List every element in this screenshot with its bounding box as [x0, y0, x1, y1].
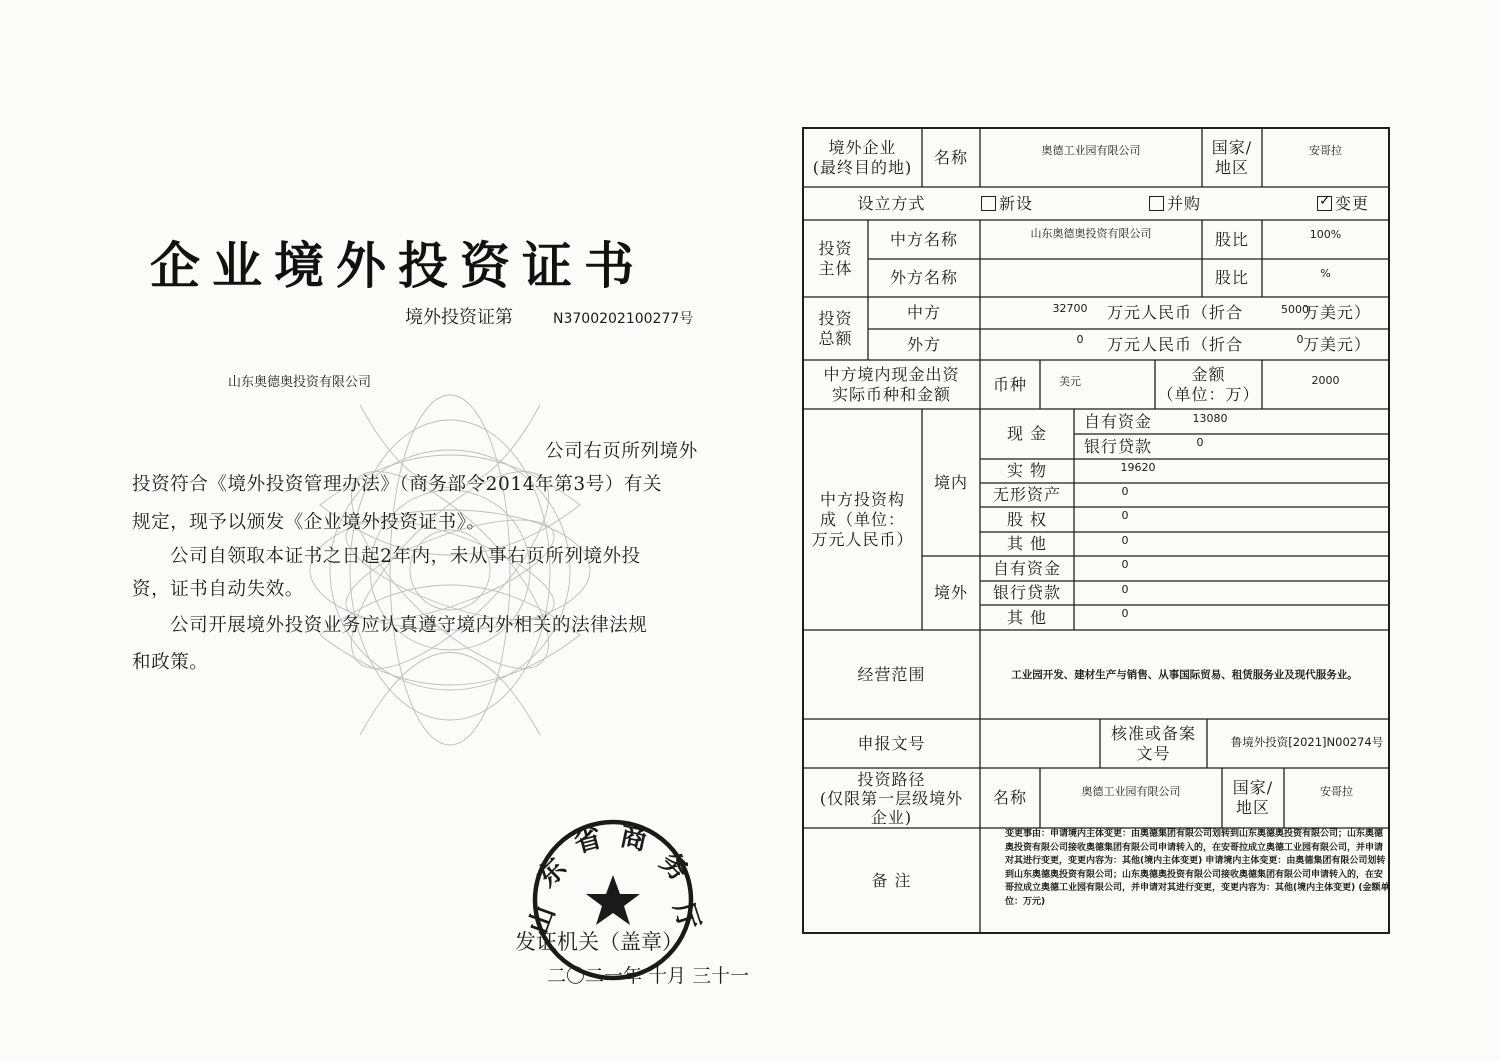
country-label: 国家/ 地区 [1211, 137, 1253, 177]
overseas-label: 境外 [933, 583, 968, 602]
foreign-investor-name [980, 259, 1202, 297]
overseas-bank-loan-label: 银行贷款 [992, 583, 1061, 602]
other-value: 0 [1121, 534, 1129, 547]
usd-unit-label: 万美元） [1303, 303, 1372, 322]
other-label: 其 他 [1006, 534, 1048, 553]
setup-option-new-label: 新设 [998, 193, 1033, 213]
company-name: 山东奥德奥投资有限公司 [228, 375, 372, 390]
remarks-label: 备 注 [871, 870, 912, 890]
physical-label: 实 物 [1006, 461, 1048, 480]
svg-text:省: 省 [570, 822, 605, 860]
approval-number-value: 鲁境外投资[2021]N00274号 [1230, 735, 1384, 749]
cash-label: 现 金 [1006, 424, 1048, 443]
setup-method-label: 设立方式 [857, 193, 926, 213]
country-value: 安哥拉 [1309, 144, 1342, 157]
path-country-label: 国家/ 地区 [1232, 778, 1274, 817]
remarks-value: 变更事由：申请境内主体变更：由奥德集团有限公司划转到山东奥德奥投资有限公司；山东奥德奥投资有限公司接收奥德集团有限公司申请转入的，在安哥拉成立奥德工业园有限公司，并申请对其进行变更，变更内容为：其他(境内主体变更) 申请境内主体变更：由奥德集团有限公司划转到山东奥德奥投资有限公司；山东奥德奥投资有限公司接收奥德集团有限公司申请转入的，在安哥拉成立奥德工业园有限公司，并申请对其进行变更，变更内容为：其他(境内主体变更) (金额单位：万元) [1005, 829, 1390, 907]
overseas-other-label: 其 他 [1006, 607, 1048, 627]
approval-number-label: 核准或备案 文号 [1110, 723, 1196, 763]
setup-option-change [1308, 187, 1378, 220]
paragraph-line: 公司开展境外投资业务应认真遵守境内外相关的法律法规 [170, 615, 648, 636]
overseas-enterprise-label: 境外企业 (最终目的地) [812, 137, 913, 177]
amount-value: 2000 [1311, 374, 1340, 387]
setup-option-merger-label: 并购 [1166, 193, 1201, 213]
paragraph-line: 投资符合《境外投资管理办法》（商务部令2014年第3号）有关 [132, 474, 663, 495]
currency-value: 美元 [1059, 375, 1081, 388]
business-scope-value: 工业园开发、建材生产与销售、从事国际贸易、租赁服务业及现代服务业。 [1011, 668, 1358, 681]
svg-text:务: 务 [653, 846, 695, 888]
enterprise-name: 奥德工业园有限公司 [1041, 144, 1141, 157]
domestic-label: 境内 [933, 472, 968, 492]
usd-unit-label: 万美元） [1303, 334, 1372, 354]
paragraph-line: 和政策。 [132, 652, 209, 673]
issue-date: 二〇二一年 十月 三十一 [547, 965, 750, 987]
svg-text:商: 商 [617, 820, 651, 857]
domestic-own-funds-value: 13080 [1192, 412, 1228, 425]
report-number-label: 申报文号 [857, 733, 926, 753]
overseas-own-funds-label: 自有资金 [992, 558, 1061, 578]
foreign-side-label: 外方 [906, 334, 941, 354]
intangible-label: 无形资产 [992, 485, 1061, 504]
chinese-name-label: 中方名称 [889, 229, 958, 249]
paragraph-line: 公司右页所列境外 [545, 441, 698, 462]
svg-text:东: 东 [531, 852, 573, 894]
currency-label: 币种 [992, 374, 1027, 394]
issuing-authority: 发证机关（盖章） [515, 930, 683, 954]
path-name-value: 奥德工业园有限公司 [1081, 785, 1181, 798]
path-country-value: 安哥拉 [1320, 785, 1353, 798]
investment-composition-label: 中方投资构 成（单位： 万元人民币） [811, 489, 914, 549]
foreign-name-label: 外方名称 [889, 268, 958, 287]
share-label: 股比 [1214, 229, 1249, 249]
domestic-bank-loan-label: 银行贷款 [1083, 436, 1152, 456]
domestic-own-funds-label: 自有资金 [1083, 411, 1152, 431]
path-name-label: 名称 [992, 788, 1027, 807]
rmb-unit-label: 万元人民币（折合 [1106, 303, 1243, 322]
setup-option-new [972, 187, 1042, 220]
certificate-number-label: 境外投资证第 [405, 307, 513, 328]
investor-label: 投资 主体 [818, 238, 853, 278]
report-number-value [980, 719, 1100, 768]
intangible-value: 0 [1121, 485, 1129, 498]
domestic-bank-loan-value: 0 [1196, 436, 1204, 449]
share-label: 股比 [1214, 268, 1249, 287]
overseas-own-funds-value: 0 [1121, 558, 1129, 571]
paragraph-line: 规定，现予以颁发《企业境外投资证书》。 [132, 512, 486, 533]
chinese-side-label: 中方 [906, 303, 941, 322]
paragraph-line: 资，证书自动失效。 [132, 579, 304, 600]
foreign-rmb-amount: 0 [1076, 333, 1084, 346]
total-investment-label: 投资 总额 [818, 308, 853, 348]
investment-path-label: 投资路径 (仅限第一层级境外 企业) [819, 769, 964, 827]
chinese-usd-amount: 5000 [1281, 303, 1309, 316]
checkbox-new-icon [981, 196, 996, 211]
certificate-number: N3700202100277号 [553, 311, 694, 327]
foreign-share: % [1320, 267, 1331, 280]
business-scope-label: 经营范围 [857, 664, 926, 684]
physical-value: 19620 [1120, 461, 1156, 474]
chinese-investor-name: 山东奥德奥投资有限公司 [1030, 227, 1152, 240]
setup-option-merger [1140, 187, 1210, 220]
cash-contribution-label: 中方境内现金出资 实际币种和金额 [823, 364, 960, 404]
equity-label: 股 权 [1006, 509, 1048, 529]
chinese-share: 100% [1309, 228, 1342, 241]
checkbox-change-checked-icon [1317, 196, 1332, 211]
foreign-usd-amount: 0 [1296, 333, 1304, 346]
setup-option-change-label: 变更 [1334, 193, 1369, 213]
svg-text:山: 山 [522, 902, 562, 939]
equity-value: 0 [1121, 509, 1129, 522]
svg-text:厅: 厅 [667, 898, 705, 935]
overseas-other-value: 0 [1121, 607, 1129, 620]
name-label: 名称 [933, 147, 968, 167]
certificate-title: 企业境外投资证书 [150, 236, 646, 295]
amount-label: 金额 （单位：万） [1157, 364, 1260, 404]
overseas-bank-loan-value: 0 [1121, 583, 1129, 596]
chinese-rmb-amount: 32700 [1052, 302, 1088, 315]
rmb-unit-label: 万元人民币（折合 [1106, 334, 1243, 354]
checkbox-merger-icon [1149, 196, 1164, 211]
paragraph-line: 公司自领取本证书之日起2年内，未从事右页所列境外投 [170, 546, 641, 567]
